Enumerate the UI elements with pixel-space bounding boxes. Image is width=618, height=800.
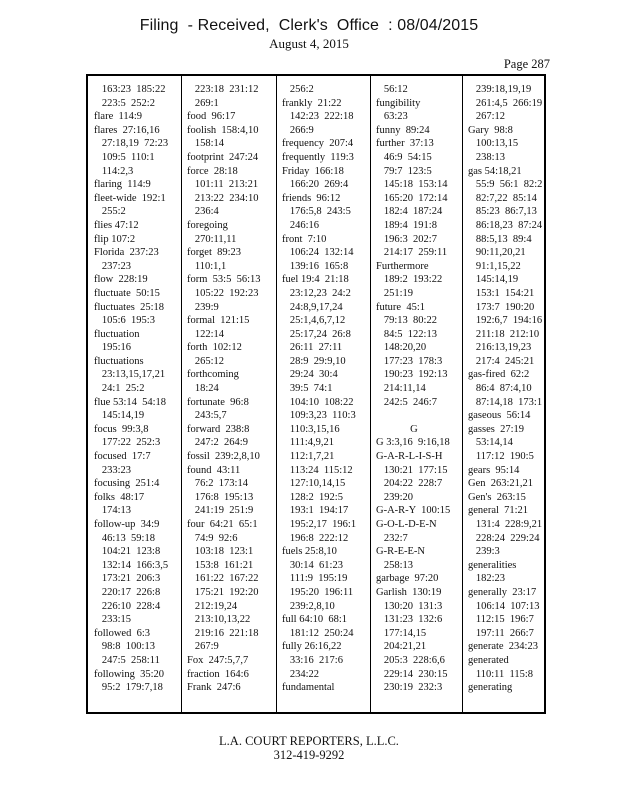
index-entry-line: 39:5 74:1 <box>282 383 333 395</box>
index-entry-line: four 64:21 65:1 <box>187 519 258 530</box>
index-entry-line: fraction 164:6 <box>187 668 249 680</box>
index-entry-line: 238:13 <box>468 151 506 163</box>
index-entry-line: following 35:20 <box>94 668 164 680</box>
index-entry-line: flue 53:14 54:18 <box>94 396 167 408</box>
index-entry-line: 24:8,9,17,24 <box>282 301 343 313</box>
index-entry-line: 95:2 179:7,18 <box>94 682 163 694</box>
index-entry-line: frequently 119:3 <box>282 151 354 163</box>
index-entry-line: 79:7 123:5 <box>376 165 432 177</box>
index-entry-line: 195:20 196:11 <box>282 586 354 598</box>
index-column-4 <box>376 83 460 709</box>
index-entry-line: G-R-E-E-N <box>376 546 425 558</box>
index-entry-line: 76:2 173:14 <box>187 478 248 490</box>
index-entry-line: 131:4 228:9,21 <box>468 519 543 530</box>
index-entry-line: fluctuations <box>94 355 144 367</box>
index-entry-line: 112:1,7,21 <box>282 451 335 463</box>
index-entry-line: 243:5,7 <box>187 410 227 422</box>
index-entry-line: flow 228:19 <box>94 274 148 286</box>
index-entry-line: 128:2 192:5 <box>282 491 343 503</box>
index-entry-line: Gen 263:21,21 <box>468 478 534 490</box>
index-entry-line: 24:1 25:2 <box>94 383 145 395</box>
index-entry-line: 109:5 110:1 <box>94 151 155 163</box>
index-entry-line: 104:21 123:8 <box>94 546 161 558</box>
index-entry-line: fungibility <box>376 97 421 109</box>
index-entry-line: 28:9 29:9,10 <box>282 355 346 367</box>
index-entry-line: 101:11 213:21 <box>187 179 259 191</box>
index-entry-line: 161:22 167:22 <box>187 573 259 585</box>
index-entry-line: 131:23 132:6 <box>376 614 443 626</box>
reporter-phone: 312-419-9292 <box>273 748 345 762</box>
index-entry-line: 177:14,15 <box>376 627 427 639</box>
index-entry-line: 196:3 202:7 <box>376 233 437 245</box>
index-entry-line: 233:15 <box>94 614 132 626</box>
index-column-5 <box>468 83 544 709</box>
index-entry-line: generally 23:17 <box>468 586 537 598</box>
index-entry-line: 26:11 27:11 <box>282 342 343 354</box>
column-divider <box>370 76 371 712</box>
index-entry-line: fortunate 96:8 <box>187 396 249 408</box>
index-entry-line: forthcoming <box>187 369 239 381</box>
index-entry-line: 270:11,11 <box>187 233 237 245</box>
index-entry-line: 82:7,22 85:14 <box>468 192 537 204</box>
index-entry-line: flares 27:16,16 <box>94 124 160 136</box>
index-entry-line: 204:21,21 <box>376 641 427 653</box>
index-entry-line: 195:16 <box>94 342 132 354</box>
index-entry-line: 266:9 <box>282 124 314 136</box>
index-entry-line: 84:5 122:13 <box>376 328 437 340</box>
index-entry-line: G <box>376 423 418 435</box>
index-entry-line: 182:23 <box>468 573 506 585</box>
index-entry-line: Gen's 263:15 <box>468 491 526 503</box>
index-entry-line: generate 234:23 <box>468 641 538 653</box>
index-entry-line: 196:8 222:12 <box>282 532 349 544</box>
index-entry-line: 251:19 <box>376 287 414 299</box>
index-entry-line: 228:24 229:24 <box>468 532 540 544</box>
index-entry-line: generating <box>468 682 513 694</box>
index-entry-line: 85:23 86:7,13 <box>468 206 537 218</box>
index-entry-line: G-O-L-D-E-N <box>376 519 437 530</box>
index-entry-line: 176:5,8 243:5 <box>282 206 351 218</box>
index-entry-line <box>376 409 460 423</box>
index-entry-line: generated <box>468 654 509 666</box>
index-entry-line: 182:4 187:24 <box>376 206 443 218</box>
index-entry-line: 246:16 <box>282 219 320 231</box>
index-entry-line: 265:12 <box>187 355 225 367</box>
index-entry-line: 173:7 190:20 <box>468 301 535 313</box>
index-entry-line: fluctuates 25:18 <box>94 301 164 313</box>
filing-stamp: Filing - Received, Clerk's Office : 08/04/2015 <box>139 17 479 34</box>
index-entry-line: 233:23 <box>94 464 132 476</box>
index-entry-line: 220:17 226:8 <box>94 586 161 598</box>
index-entry-line: Florida 237:23 <box>94 247 159 259</box>
index-entry-line: 117:12 190:5 <box>468 451 534 463</box>
index-entry-line: 223:5 252:2 <box>94 97 155 109</box>
index-entry-line: 232:7 <box>376 532 408 544</box>
index-entry-line: G-A-R-Y 100:15 <box>376 505 451 517</box>
index-entry-line: 229:14 230:15 <box>376 668 448 680</box>
index-column-1 <box>94 83 178 709</box>
index-entry-line: 90:11,20,21 <box>468 247 526 259</box>
column-divider <box>276 76 277 712</box>
index-entry-line: 112:15 196:7 <box>468 614 534 626</box>
index-entry-line: 163:23 185:22 <box>94 84 166 95</box>
index-entry-line: 100:13,15 <box>468 138 519 150</box>
index-entry-line: 242:5 246:7 <box>376 396 437 408</box>
index-entry-line: 105:22 192:23 <box>187 287 259 299</box>
index-entry-line: 247:5 258:11 <box>94 654 160 666</box>
index-entry-line: 30:14 61:23 <box>282 559 343 571</box>
index-entry-line: 174:13 <box>94 505 132 517</box>
index-entry-line: 18:24 <box>187 383 219 395</box>
index-entry-line: 247:2 264:9 <box>187 437 248 449</box>
index-entry-line: folks 48:17 <box>94 491 145 503</box>
index-entry-line: 103:18 123:1 <box>187 546 254 558</box>
index-entry-line: funny 89:24 <box>376 124 430 136</box>
index-entry-line: future 45:1 <box>376 301 425 313</box>
index-entry-line: 239:20 <box>376 491 414 503</box>
index-entry-line: generalities <box>468 559 517 571</box>
index-entry-line: 239:18,19,19 <box>468 84 532 95</box>
index-entry-line: 74:9 92:6 <box>187 532 238 544</box>
index-entry-line: 145:18 153:14 <box>376 179 448 191</box>
index-entry-line: Garlish 130:19 <box>376 586 442 598</box>
index-entry-line: frankly 21:22 <box>282 97 342 109</box>
index-entry-line: friends 96:12 <box>282 192 341 204</box>
index-entry-line: found 43:11 <box>187 464 241 476</box>
index-entry-line: 88:5,13 89:4 <box>468 233 532 245</box>
index-entry-line: 87:14,18 173:1 <box>468 396 543 408</box>
index-entry-line: 110:1,1 <box>187 260 227 272</box>
index-entry-line: 166:20 269:4 <box>282 179 349 191</box>
index-entry-line: 25:1,4,6,7,12 <box>282 315 346 327</box>
index-entry-line: 197:11 266:7 <box>468 627 534 639</box>
index-entry-line: fossil 239:2,8,10 <box>187 451 260 463</box>
index-entry-line: 181:12 250:24 <box>282 627 354 639</box>
index-entry-line: 142:23 222:18 <box>282 111 354 123</box>
index-entry-line: garbage 97:20 <box>376 573 439 585</box>
index-entry-line: 105:6 195:3 <box>94 315 155 327</box>
index-entry-line: foregoing <box>187 219 228 231</box>
index-entry-line: 173:21 206:3 <box>94 573 161 585</box>
index-entry-line: 177:22 252:3 <box>94 437 161 449</box>
index-entry-line: footprint 247:24 <box>187 151 259 163</box>
index-entry-line: 236:4 <box>187 206 219 218</box>
index-entry-line: 110:3,15,16 <box>282 423 340 435</box>
index-entry-line: flare 114:9 <box>94 111 143 123</box>
index-entry-line: further 37:13 <box>376 138 434 150</box>
index-entry-line: 33:16 217:6 <box>282 654 343 666</box>
index-entry-line: 153:8 161:21 <box>187 559 254 571</box>
index-entry-line: 241:19 251:9 <box>187 505 254 517</box>
index-entry-line: 239:3 <box>468 546 500 558</box>
index-entry-line: 267:9 <box>187 641 219 653</box>
index-entry-line: 122:14 <box>187 328 225 340</box>
column-divider <box>462 76 463 712</box>
index-entry-line: 190:23 192:13 <box>376 369 448 381</box>
index-entry-line: 212:19,24 <box>187 600 238 612</box>
index-entry-line: 219:16 221:18 <box>187 627 259 639</box>
index-entry-line: 189:4 191:8 <box>376 219 437 231</box>
index-entry-line: 91:1,15,22 <box>468 260 521 272</box>
index-entry-line: Friday 166:18 <box>282 165 344 177</box>
reporter-company: L.A. COURT REPORTERS, L.L.C. <box>219 734 399 748</box>
index-entry-line: fundamental <box>282 682 335 694</box>
index-entry-line: 192:6,7 194:16 <box>468 315 543 327</box>
index-entry-line: gas 54:18,21 <box>468 165 522 177</box>
index-entry-line: 195:2,17 196:1 <box>282 519 357 530</box>
index-entry-line: 211:18 212:10 <box>468 328 540 340</box>
index-entry-line: gears 95:14 <box>468 464 520 476</box>
index-entry-line: 255:2 <box>94 206 126 218</box>
index-entry-line: 256:2 <box>282 84 314 95</box>
index-entry-line: 261:4,5 266:19 <box>468 97 543 109</box>
index-entry-line: food 96:17 <box>187 111 236 123</box>
index-entry-line: 29:24 30:4 <box>282 369 338 381</box>
index-entry-line: 237:23 <box>94 260 132 272</box>
index-entry-line: full 64:10 68:1 <box>282 614 348 626</box>
index-entry-line: G 3:3,16 9:16,18 <box>376 437 450 449</box>
index-entry-line: 217:4 245:21 <box>468 355 535 367</box>
index-entry-line: 269:1 <box>187 97 219 109</box>
index-entry-line: foolish 158:4,10 <box>187 124 259 136</box>
index-entry-line: 158:14 <box>187 138 225 150</box>
index-entry-line: 145:14,19 <box>94 410 145 422</box>
index-entry-line: 106:14 107:13 <box>468 600 540 612</box>
index-entry-line: 258:13 <box>376 559 414 571</box>
index-entry-line: 239:9 <box>187 301 219 313</box>
index-entry-line: form 53:5 56:13 <box>187 274 261 286</box>
index-entry-line: fleet-wide 192:1 <box>94 192 166 204</box>
index-entry-line: fuel 19:4 21:18 <box>282 274 349 286</box>
index-entry-line: 130:21 177:15 <box>376 464 448 476</box>
index-entry-line: 239:2,8,10 <box>282 600 335 612</box>
index-entry-line: G-A-R-L-I-S-H <box>376 451 443 463</box>
index-entry-line: forget 89:23 <box>187 247 242 259</box>
index-entry-line: 109:3,23 110:3 <box>282 410 356 422</box>
index-entry-line: flip 107:2 <box>94 233 136 245</box>
index-column-2 <box>187 83 273 709</box>
index-entry-line: gaseous 56:14 <box>468 410 531 422</box>
index-entry-line: 139:16 165:8 <box>282 260 349 272</box>
index-entry-line: 106:24 132:14 <box>282 247 354 259</box>
index-entry-line: 23:12,23 24:2 <box>282 287 351 299</box>
index-entry-line: 145:14,19 <box>468 274 519 286</box>
index-entry-line: 165:20 172:14 <box>376 192 448 204</box>
index-entry-line: 267:12 <box>468 111 506 123</box>
index-entry-line: 79:13 80:22 <box>376 315 437 327</box>
index-entry-line: 130:20 131:3 <box>376 600 443 612</box>
index-entry-line: Furthermore <box>376 260 429 272</box>
index-entry-line: fluctuate 50:15 <box>94 287 160 299</box>
index-entry-line: focusing 251:4 <box>94 478 160 490</box>
hearing-date: August 4, 2015 <box>269 36 349 51</box>
index-entry-line: 234:22 <box>282 668 320 680</box>
index-entry-line: 204:22 228:7 <box>376 478 443 490</box>
index-entry-line: 205:3 228:6,6 <box>376 654 445 666</box>
index-entry-line: follow-up 34:9 <box>94 519 160 530</box>
index-entry-line: 98:8 100:13 <box>94 641 155 653</box>
index-entry-line: fully 26:16,22 <box>282 641 342 653</box>
column-divider <box>181 76 182 712</box>
index-entry-line: gas-fired 62:2 <box>468 369 530 381</box>
index-entry-line: 53:14,14 <box>468 437 513 449</box>
index-entry-line: fluctuation <box>94 328 140 340</box>
index-entry-line: 213:22 234:10 <box>187 192 259 204</box>
index-entry-line: Fox 247:5,7,7 <box>187 654 249 666</box>
index-entry-line: flaring 114:9 <box>94 179 151 191</box>
index-entry-line: 132:14 166:3,5 <box>94 559 169 571</box>
index-entry-line: general 71:21 <box>468 505 529 517</box>
index-entry-line: 25:17,24 26:8 <box>282 328 351 340</box>
index-entry-line: 213:10,13,22 <box>187 614 251 626</box>
index-entry-line: Gary 98:8 <box>468 124 513 136</box>
index-entry-line: 55:9 56:1 82:2 <box>468 179 543 191</box>
index-entry-line: flies 47:12 <box>94 219 139 231</box>
index-entry-line: 46:13 59:18 <box>94 532 155 544</box>
index-entry-line: focused 17:7 <box>94 451 151 463</box>
index-entry-line: fuels 25:8,10 <box>282 546 337 558</box>
index-entry-line: front 7:10 <box>282 233 327 245</box>
index-entry-line: 176:8 195:13 <box>187 491 254 503</box>
index-column-3 <box>282 83 368 709</box>
index-entry-line: followed 6:3 <box>94 627 150 639</box>
index-entry-line: 23:13,15,17,21 <box>94 369 166 381</box>
index-entry-line: 27:18,19 72:23 <box>94 138 169 150</box>
index-entry-line: force 28:18 <box>187 165 238 177</box>
index-entry-line: 63:23 <box>376 111 408 123</box>
index-entry-line: 113:24 115:12 <box>282 464 353 476</box>
index-entry-line: 46:9 54:15 <box>376 151 432 163</box>
index-entry-line: 86:18,23 87:24 <box>468 219 543 231</box>
index-entry-line: 104:10 108:22 <box>282 396 354 408</box>
index-entry-line: 189:2 193:22 <box>376 274 443 286</box>
index-entry-line: 230:19 232:3 <box>376 682 443 694</box>
index-entry-line: 193:1 194:17 <box>282 505 349 517</box>
index-entry-line: 216:13,19,23 <box>468 342 532 354</box>
index-entry-line: 226:10 228:4 <box>94 600 161 612</box>
index-entry-line: 86:4 87:4,10 <box>468 383 532 395</box>
index-entry-line: 56:12 <box>376 84 408 95</box>
index-entry-line: 175:21 192:20 <box>187 586 259 598</box>
index-entry-line: 214:11,14 <box>376 383 426 395</box>
index-entry-line: 148:20,20 <box>376 342 427 354</box>
index-entry-line: Frank 247:6 <box>187 682 241 694</box>
index-entry-line: 214:17 259:11 <box>376 247 448 259</box>
index-entry-line: 177:23 178:3 <box>376 355 443 367</box>
index-entry-line: forward 238:8 <box>187 423 250 435</box>
index-entry-line: 153:1 154:21 <box>468 287 535 299</box>
index-entry-line: forth 102:12 <box>187 342 242 354</box>
index-entry-line: 110:11 115:8 <box>468 668 534 680</box>
index-entry-line: 111:4,9,21 <box>282 437 335 449</box>
index-entry-line: formal 121:15 <box>187 315 250 327</box>
index-entry-line: 111:9 195:19 <box>282 573 348 585</box>
index-entry-line: frequency 207:4 <box>282 138 354 150</box>
index-entry-line: 127:10,14,15 <box>282 478 346 490</box>
page-number: Page 287 <box>503 57 550 71</box>
index-entry-line: 114:2,3 <box>94 165 134 177</box>
index-entry-line: 223:18 231:12 <box>187 84 259 95</box>
index-entry-line: focus 99:3,8 <box>94 423 149 435</box>
index-entry-line: gasses 27:19 <box>468 423 524 435</box>
